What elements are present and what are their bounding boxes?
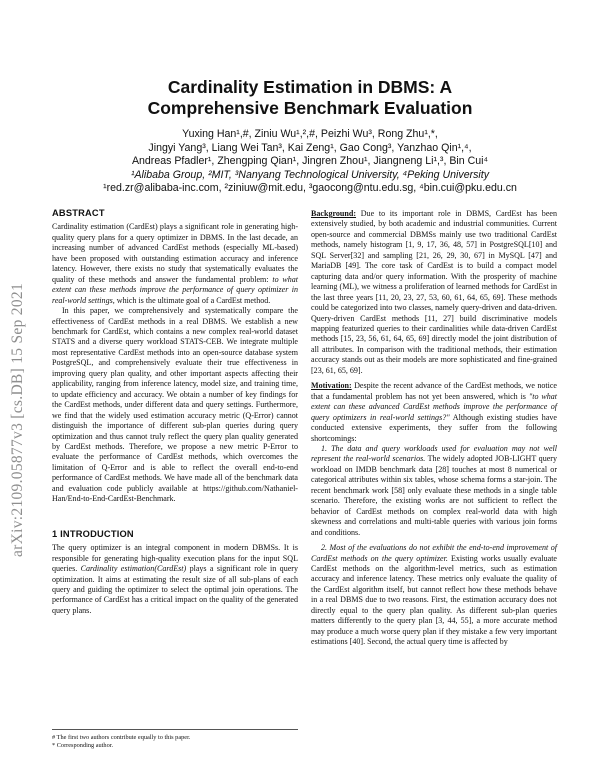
- abstract-paragraph-2: In this paper, we comprehensively and systematically compare the effectiveness of CardEst methods in a real DBMS. We establish a new benchmark for CardEst, which contains a new complex real-world dataset STATS and a diverse query workload STATS-CEB. We integrate multiple most representative CardEst methods into an open-source database system PostgreSQL, and comprehensively evaluate their true effectiveness in improving query plan quality, and other important aspects affecting their applicability, ranging from inference latency, model size, and training time, to update efficiency and accuracy. We obtain a number of key findings for the CardEst methods, under different data and query settings. Furthermore, we find that the widely used estimation accuracy metric (Q-Error) cannot distinguish the importance of different sub-plan queries during query optimization and thus cannot truly reflect the query plan quality generated by CardEst methods. Therefore, we propose a new metric P-Error to evaluate the performance of CardEst methods, which overcomes the limitation of Q-Error and is able to reflect the overall end-to-end performance of CardEst methods. We have made all of the benchmark data and evaluation code publicly available at https://github.com/Nathaniel-Han/End-to-End-CardEst-Benchmark.: [52, 306, 298, 504]
- title-line-1: Cardinality Estimation in DBMS: A: [167, 77, 453, 97]
- abstract-p1-text: Cardinality estimation (CardEst) plays a significant role in generating high-quality query plans for a query optimizer in DBMS. In the last decade, an increasing number of advanced CardEst methods (especially ML-based) have been proposed with outstanding estimation accuracy and inference latency. However, there exists no study that systematically evaluates the quality of these methods and answer the fundamental problem:: [52, 222, 298, 284]
- title-line-2: Comprehensive Benchmark Evaluation: [147, 98, 473, 118]
- background-paragraph: [311, 209, 557, 376]
- intro-p1-text: The query optimizer is an integral component in modern DBMSs. It is responsible for generating high-quality execution plans for the input SQL queries.: [52, 543, 298, 574]
- intro-p1-end: plays a significant role in query optimization. It aims at estimating the result size of all sub-plans of each query and guiding the optimizer to select the optimal join operations. The performance of CardEst has a critical impact on the quality of the generated query plans.: [52, 564, 299, 615]
- item1-text: The widely adopted JOB-LIGHT query workload on IMDB benchmark data [28] touches at most 8 numerical or categorical attributes within six tables, whose schema forms a star-join. The recent benchmark work [58] only evaluate these methods in a single table scenario. Therefore, the existing works are not sufficient to reflect the behavior of CardEst methods on complex real-world data with high skewness and correlations and multi-table queries with various join forms and conditions.: [311, 454, 557, 537]
- item1-title: 1. The data and query workloads used for evaluation may not well represent the real-world scenarios.: [311, 443, 557, 464]
- right-column: [311, 209, 557, 648]
- motivation-paragraph: [311, 381, 557, 444]
- abstract-p1-end: , which is the ultimate goal of a CardEst method.: [112, 295, 271, 305]
- author-block: [60, 128, 560, 196]
- footnote-corresponding-author: * Corresponding author.: [52, 742, 114, 750]
- shortcoming-item-2: [311, 543, 557, 648]
- motivation-text-end: Although existing studies have conducted extensive experiments, they suffer from the following shortcomings:: [311, 412, 557, 443]
- footnote-equal-contribution: # The first two authors contribute equally to this paper.: [52, 734, 191, 741]
- arxiv-sidebar: [0, 0, 36, 776]
- introduction-paragraph-1: [52, 543, 298, 616]
- paper-title: [60, 77, 560, 119]
- item2-text: Existing works usually evaluate CardEst methods on the algorithm-level metrics, such as estimation accuracy and inference latency. These metrics only evaluate the quality of the CardEst algorithm itself, but cannot reflect how these methods behave in a real DBMS due to two reasons. First, the estimation accuracy does not directly equal to the query plan quality. As different sub-plan queries matters differently to the query plan [3, 44, 55], a more accurate method may produce a much worse query plan if they mistake a few very important estimations [40]. Second, the actual query time is affected by: [311, 553, 557, 647]
- motivation-question: "to what extent can these advanced CardEst methods improve the performance of query optimizers in real-world settings?": [311, 391, 557, 422]
- arxiv-identifier: arXiv:2109.05877v3 [cs.DB] 15 Sep 2021: [9, 282, 26, 558]
- abstract-heading: ABSTRACT: [52, 208, 105, 218]
- author-line-2: Jingyi Yang³, Liang Wei Tan³, Kai Zeng¹, Gao Cong³, Yanzhao Qin¹,⁴,: [148, 141, 472, 154]
- affiliations: ¹Alibaba Group, ²MIT, ³Nanyang Technological University, ⁴Peking University: [130, 168, 490, 181]
- background-label: Background:: [311, 209, 357, 218]
- intro-p1-emphasis: Cardinality estimation(CardEst): [80, 564, 187, 574]
- introduction-heading: 1 INTRODUCTION: [52, 528, 134, 539]
- shortcoming-item-1: [311, 444, 557, 538]
- author-line-1: Yuxing Han¹,#, Ziniu Wu¹,²,#, Peizhi Wu³, Rong Zhu¹,*,: [182, 128, 438, 140]
- author-emails: ¹red.zr@alibaba-inc.com, ²ziniuw@mit.edu, ³gaocong@ntu.edu.sg, ⁴bin.cui@pku.edu.cn: [103, 182, 517, 195]
- abstract-p1-emphasis: to what extent can these methods improve the performance of query optimizer in real-world settings: [52, 274, 299, 305]
- abstract-paragraph-1: [52, 222, 298, 306]
- motivation-text: Despite the recent advance of the CardEst methods, we notice that a fundamental problem has not yet been answered, which is: [311, 381, 557, 401]
- background-text: Due to its important role in DBMS, CardEst has been extensively studied, by both academic and industrial communities. Current open-source and commercial DBMSs mainly use two traditional CardEst methods, namely histogram [1, 9, 17, 36, 48, 57] in PostgreSQL[10] and SQL Server[32] and sampling [21, 26, 29, 30, 67] in MySQL [47] and MariaDB [49]. The core task of CardEst is to build a compact model capturing data and/or query information. With the prosperity of machine learning (ML), we witness a proliferation of learned methods for CardEst in the last three years [11, 20, 23, 27, 53, 60, 61, 64, 65, 69]. These methods could be categorized into two classes, namely query-driven and data-driven. Query-driven CardEst methods [11, 27] build discriminative models mapping featurized queries to their cardinalities while data-driven CardEst methods [15, 23, 56, 61, 64, 65, 69] directly model the joint distribution of all attributes. In comparison with the traditional methods, their estimation accuracy stands out as their models are more sophisticated and fine-grained [23, 61, 65, 69].: [311, 209, 557, 375]
- item2-title: 2. Most of the evaluations do not exhibit the end-to-end improvement of CardEst methods on the query optimizer.: [311, 543, 557, 563]
- footnotes: [52, 729, 298, 750]
- motivation-label: Motivation:: [311, 381, 352, 391]
- left-column: [52, 208, 298, 616]
- author-line-3: Andreas Pfadler¹, Zhengping Qian¹, Jingren Zhou¹, Jiangneng Li¹,³, Bin Cui⁴: [131, 155, 489, 168]
